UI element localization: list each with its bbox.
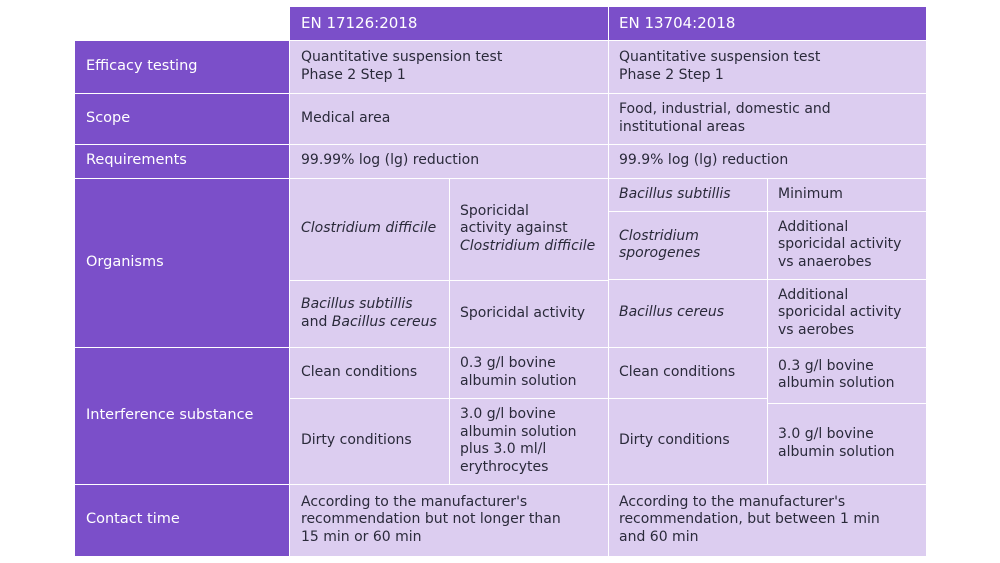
interference-dirty-en17126 [290,398,449,484]
cell-text: and [301,313,328,330]
cell-text: Phase 2 Step 1 [619,66,724,83]
grid-line [75,144,926,145]
activity-sporicidal [449,280,608,347]
cell-text: Phase 2 Step 1 [301,66,406,83]
row-label-interference [75,347,290,484]
scope-en13704 [608,93,926,144]
cell-text: erythrocytes [460,458,549,475]
row-label-text: Interference substance [86,406,254,423]
organism-clostridium-difficile [290,178,449,280]
row-label-requirements [75,144,290,178]
cell-text: Clostridium [619,227,699,244]
grid-line [608,279,926,280]
cell-text: According to the manufacturer's [301,493,528,510]
row-label-scope [75,93,290,144]
cell-text: institutional areas [619,118,746,135]
activity-minimum [767,178,926,211]
interference-clean-en17126 [290,347,449,398]
cell-text: Additional [778,286,849,303]
cell-text: Clostridium difficile [301,220,437,237]
cell-text: 0.3 g/l bovine [460,355,556,371]
header-en17126 [290,7,608,40]
interference-clean-value-en13704 [767,347,926,403]
cell-text: 99.9% log (lg) reduction [619,152,789,169]
cell-text: Sporicidal activity [460,304,585,321]
cell-text: activity against [460,220,568,237]
interference-dirty-en13704 [608,398,767,484]
cell-text: albumin solution [460,423,577,440]
grid-line [608,398,767,399]
activity-vs-anaerobes [767,211,926,279]
contact-en17126 [290,484,608,556]
cell-text: Quantitative suspension test [301,49,503,65]
cell-text: plus 3.0 ml/l [460,441,547,457]
cell-text: vs aerobes [778,321,855,338]
row-label-efficacy [75,40,290,93]
requirements-en13704 [608,144,926,178]
cell-text: Medical area [301,109,391,126]
grid-line [767,403,926,404]
cell-text: Bacillus cereus [619,304,725,321]
header-en17126-text: EN 17126:2018 [301,13,418,32]
cell-text: Bacillus subtillis [301,296,413,312]
organism-bacillus-cereus [608,279,767,347]
grid-line [608,211,926,212]
cell-text: sporicidal activity [778,304,902,321]
row-label-text: Efficacy testing [86,57,198,74]
cell-text: albumin solution [460,372,577,389]
row-label-text: Scope [86,109,131,126]
row-label-contact [75,484,290,556]
organism-bacillus-both [290,280,449,347]
header-en13704-text: EN 13704:2018 [619,13,736,32]
organism-bacillus-subtillis [608,178,767,211]
cell-text: Food, industrial, domestic and [619,101,831,117]
cell-text: Additional [778,218,849,235]
row-label-text: Contact time [86,511,180,528]
cell-text: Clean conditions [301,363,418,380]
grid-line [290,398,608,399]
cell-text: Dirty conditions [301,432,412,449]
cell-text: Clean conditions [619,363,736,380]
cell-text: and 60 min [619,528,699,545]
grid-line [608,7,609,556]
cell-text: Bacillus cereus [331,313,437,330]
contact-en13704 [608,484,926,556]
cell-text: recommendation but not longer than [301,511,561,528]
cell-text: recommendation, but between 1 min [619,511,880,528]
activity-sporicidal-cdiff [449,178,608,280]
cell-text: Clostridium difficile [460,237,596,254]
grid-line [75,347,926,348]
grid-line [75,93,926,94]
cell-text: sporicidal activity [778,236,902,253]
grid-line [289,7,290,556]
cell-text: albumin solution [778,375,895,391]
activity-vs-aerobes [767,279,926,347]
cell-text: 15 min or 60 min [301,528,422,545]
grid-line [75,40,926,41]
organism-clostridium-sporogenes [608,211,767,279]
grid-line [767,178,768,484]
cell-text: Quantitative suspension test [619,49,821,65]
efficacy-en13704 [608,40,926,93]
cell-text: According to the manufacturer's [619,493,846,510]
row-label-text: Requirements [86,152,187,169]
cell-text: 99.99% log (lg) reduction [301,152,480,169]
cell-text: albumin solution [778,443,895,460]
cell-text: Dirty conditions [619,432,730,449]
interference-dirty-value-en13704 [767,403,926,484]
interference-clean-en13704 [608,347,767,398]
cell-text: Sporicidal [460,202,529,219]
cell-text: vs anaerobes [778,253,872,270]
cell-text: 3.0 g/l bovine [778,426,874,442]
scope-en17126 [290,93,608,144]
grid-line [290,280,608,281]
cell-text: Minimum [778,185,843,202]
grid-line [449,178,450,484]
row-label-text: Organisms [86,253,164,270]
requirements-en17126 [290,144,608,178]
header-en13704 [608,7,926,40]
interference-clean-value-en17126 [449,347,608,398]
grid-line [75,178,926,179]
interference-dirty-value-en17126 [449,398,608,484]
cell-text: 0.3 g/l bovine [778,357,874,374]
row-label-organisms [75,178,290,347]
grid-line [75,484,926,485]
efficacy-en17126 [290,40,608,93]
cell-text: 3.0 g/l bovine [460,406,556,422]
cell-text: Bacillus subtillis [619,185,731,202]
cell-text: sporogenes [619,245,701,261]
